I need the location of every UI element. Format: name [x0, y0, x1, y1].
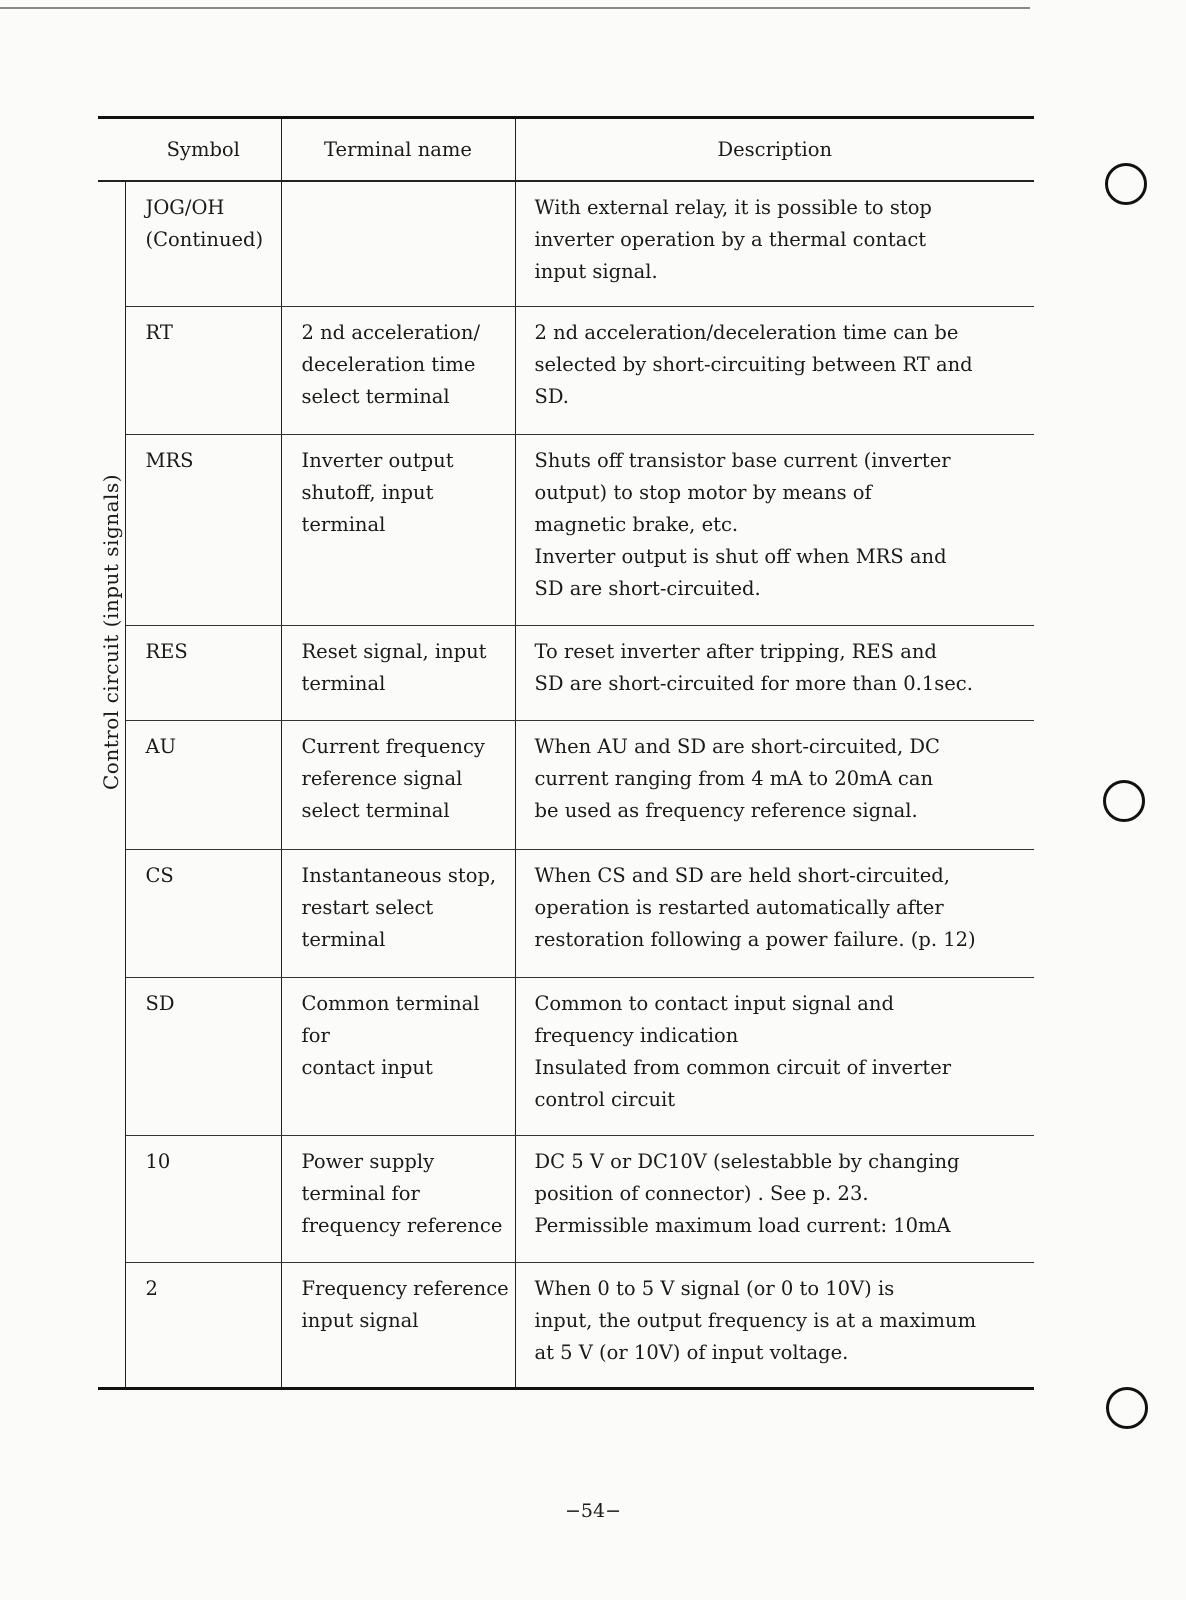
description-cell: When 0 to 5 V signal (or 0 to 10V) is input, the output frequency is at a maximum at 5 V (or 10V) of input voltage.	[534, 1276, 977, 1364]
symbol-cell: RT	[145, 320, 173, 344]
symbol-cell: SD	[145, 991, 175, 1015]
terminal-name-cell: Inverter output shutoff, input terminal	[301, 448, 454, 536]
terminal-name-cell: Power supply terminal for frequency reference	[301, 1149, 503, 1237]
table-row	[98, 625, 1034, 720]
description-cell: When CS and SD are held short-circuited, operation is restarted automatically after restoration following a power failure. (p. 12)	[534, 863, 976, 951]
table-header-row	[98, 118, 1034, 182]
punch-hole-middle	[1103, 780, 1145, 822]
symbol-cell: RES	[145, 639, 188, 663]
symbol-cell: MRS	[145, 448, 194, 472]
description-cell: 2 nd acceleration/deceleration time can be selected by short-circuiting between RT and SD.	[534, 320, 973, 408]
description-cell: When AU and SD are short-circuited, DC current ranging from 4 mA to 20mA can be used as frequency reference signal.	[534, 734, 940, 822]
description-cell: To reset inverter after tripping, RES and SD are short-circuited for more than 0.1sec.	[534, 639, 973, 695]
punch-hole-bottom	[1106, 1387, 1148, 1429]
symbol-cell: 10	[145, 1149, 171, 1173]
page-number: −54−	[564, 1500, 622, 1522]
terminal-name-cell: Reset signal, input terminal	[301, 639, 487, 695]
description-cell: DC 5 V or DC10V (selestabble by changing position of connector) . See p. 23. Permissible maximum load current: 10mA	[534, 1149, 960, 1237]
terminal-name-cell	[282, 182, 515, 192]
table-row	[98, 1135, 1034, 1262]
group-label-cell	[98, 181, 125, 1388]
terminal-name-cell: Instantaneous stop, restart select terminal	[301, 863, 497, 951]
table-row	[98, 306, 1034, 434]
description-cell: Common to contact input signal and frequency indication Insulated from common circuit of inverter control circuit	[534, 991, 952, 1111]
table-row	[98, 1262, 1034, 1388]
description-cell: Shuts off transistor base current (inverter output) to stop motor by means of magnetic brake, etc. Inverter output is shut off when MRS and SD are short-circuited.	[534, 448, 951, 600]
symbol-header: Symbol	[98, 118, 281, 182]
terminal-name-header: Terminal name	[281, 118, 515, 182]
table-row	[98, 181, 1034, 306]
symbol-cell: 2	[145, 1276, 158, 1300]
terminal-name-cell: Current frequency reference signal select terminal	[301, 734, 485, 822]
description-header: Description	[515, 118, 1034, 182]
table-row	[98, 849, 1034, 977]
terminal-spec-table	[98, 116, 1034, 1390]
table-row	[98, 434, 1034, 625]
group-label: Control circuit (input signals)	[99, 473, 124, 791]
table-row	[98, 977, 1034, 1135]
table-row	[98, 720, 1034, 849]
terminal-name-cell: Common terminal for contact input	[301, 991, 480, 1079]
punch-hole-top	[1105, 163, 1147, 205]
terminal-name-cell: 2 nd acceleration/ deceleration time select terminal	[301, 320, 481, 408]
description-cell: With external relay, it is possible to stop inverter operation by a thermal contact input signal.	[534, 196, 932, 283]
symbol-cell: CS	[145, 863, 174, 887]
symbol-cell: JOG/OH (Continued)	[145, 196, 264, 251]
symbol-cell: AU	[145, 734, 177, 758]
top-rule	[0, 7, 1030, 9]
terminal-name-cell: Frequency reference input signal	[301, 1276, 509, 1332]
